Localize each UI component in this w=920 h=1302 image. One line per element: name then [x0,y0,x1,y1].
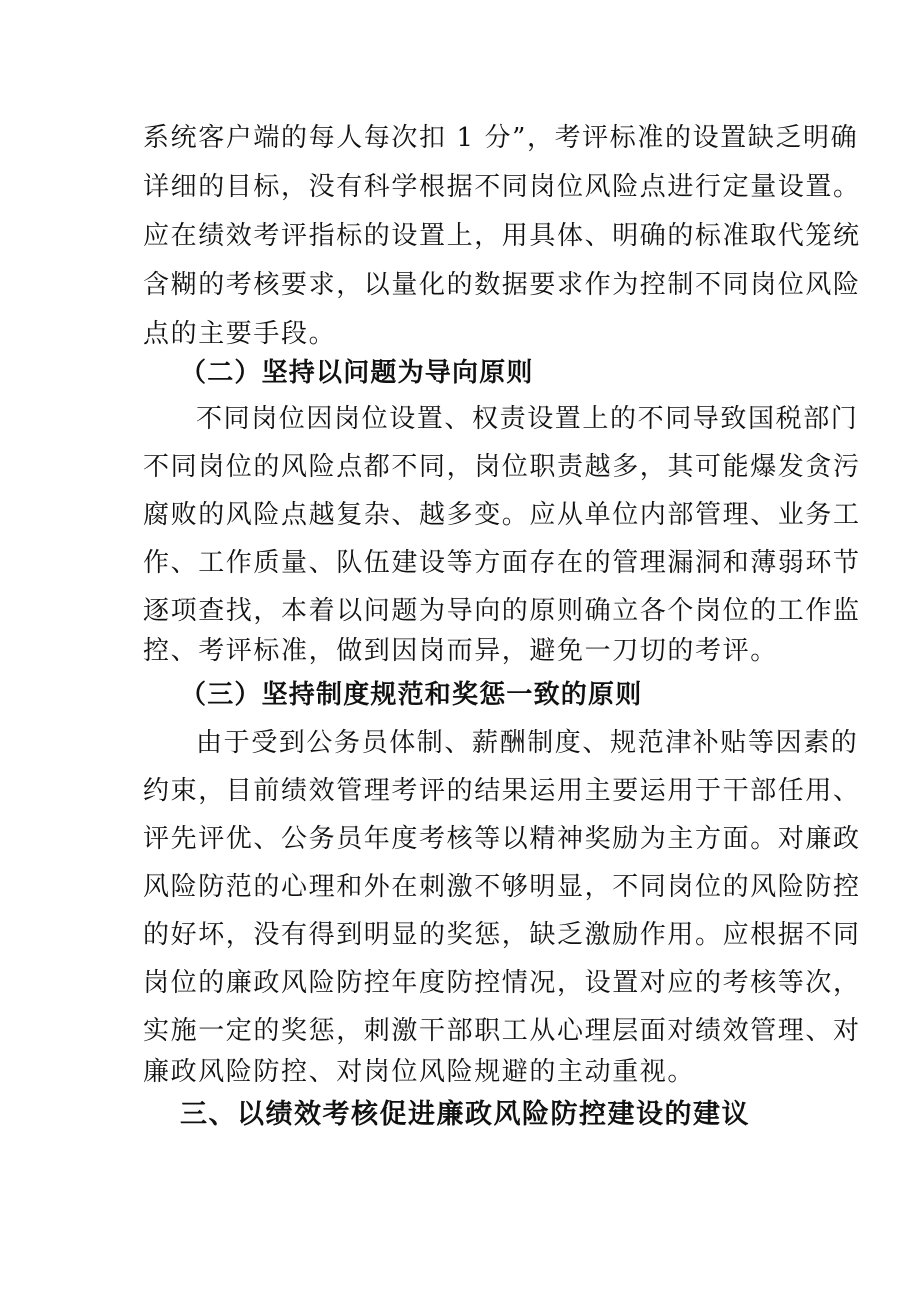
paragraph-line: 控、考评标准，做到因岗而异，避免一刀切的考评。 [143,636,778,666]
paragraph-line: 评先评优、公务员年度考核等以精神奖励为主方面。对廉政 [143,824,861,854]
paragraph-line: 的好坏，没有得到明显的奖惩，缺乏激励作用。应根据不同 [143,920,861,950]
paragraph-line: 不同岗位因岗位设置、权责设置上的不同导致国税部门 [196,404,859,434]
paragraph-line: 作、工作质量、队伍建设等方面存在的管理漏洞和薄弱环节 [143,548,861,578]
paragraph-line: 点的主要手段。 [143,319,337,349]
paragraph-line: 不同岗位的风险点都不同，岗位职责越多，其可能爆发贪污 [143,452,861,482]
paragraph-line: 由于受到公务员体制、薪酬制度、规范津补贴等因素的 [196,728,859,758]
paragraph-line: 风险防范的心理和外在刺激不够明显，不同岗位的风险防控 [143,872,861,902]
section-heading-3: 三、以绩效考核促进廉政风险防控建设的建议 [180,1099,750,1130]
paragraph-line: 系统客户端的每人每次扣 1 分”，考评标准的设置缺乏明确 [143,123,859,153]
paragraph-line: 逐项查找，本着以问题为导向的原则确立各个岗位的工作监 [143,596,861,626]
paragraph-line: 实施一定的奖惩，刺激干部职工从心理层面对绩效管理、对 [143,1016,861,1046]
paragraph-line: 详细的目标，没有科学根据不同岗位风险点进行定量设置。 [143,172,861,202]
paragraph-line: 腐败的风险点越复杂、越多变。应从单位内部管理、业务工 [143,500,861,530]
subsection-heading-2: （二）坚持以问题为导向原则 [180,358,534,388]
paragraph-line: 廉政风险防控、对岗位风险规避的主动重视。 [143,1057,696,1087]
subsection-heading-3: （三）坚持制度规范和奖惩一致的原则 [180,680,643,710]
paragraph-line: 岗位的廉政风险防控年度防控情况，设置对应的考核等次， [143,968,861,998]
paragraph-line: 应在绩效考评指标的设置上，用具体、明确的标准取代笼统 [143,221,861,251]
paragraph-line: 约束，目前绩效管理考评的结果运用主要运用于干部任用、 [143,776,861,806]
paragraph-line: 含糊的考核要求，以量化的数据要求作为控制不同岗位风险 [143,270,861,300]
